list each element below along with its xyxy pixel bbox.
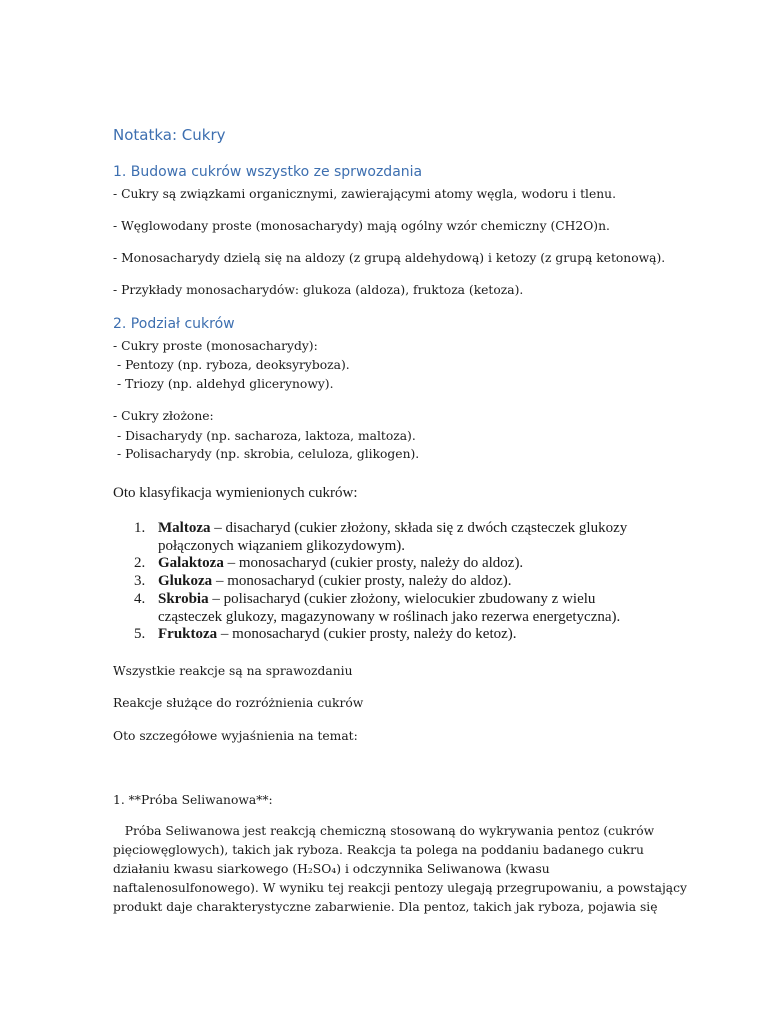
sugar-name: Glukoza xyxy=(158,573,213,590)
document-title: Notatka: Cukry xyxy=(113,126,226,144)
section-1-line: - Monosacharydy dzielą się na aldozy (z grupą aldehydową) i ketozy (z grupą ketonową). xyxy=(113,251,666,265)
section-1-line: - Przykłady monosacharydów: glukoza (aldoza), fruktoza (ketoza). xyxy=(113,283,524,297)
zlozone-item: - Disacharydy (np. sacharoza, laktoza, maltoza). xyxy=(117,429,416,443)
classification-item xyxy=(113,573,673,591)
seliwanow-heading: 1. **Próba Seliwanowa**: xyxy=(113,793,273,807)
sugar-description: – disacharyd (cukier złożony, składa się z dwóch cząsteczek glukozy xyxy=(210,520,628,536)
note-rozroznienia: Reakcje służące do rozróżnienia cukrów xyxy=(113,696,364,710)
seliwanow-line: produkt daje charakterystyczne zabarwienie. Dla pentoz, takich jak ryboza, pojawia się xyxy=(113,900,658,914)
sugar-name: Galaktoza xyxy=(158,555,224,572)
sugar-description: – monosacharyd (cukier prosty, należy do aldoz). xyxy=(212,573,512,590)
zlozone-item: - Polisacharydy (np. skrobia, celuloza, glikogen). xyxy=(117,447,420,461)
note-wyjasnienia: Oto szczegółowe wyjaśnienia na temat: xyxy=(113,729,358,743)
sugar-description: – monosacharyd (cukier prosty, należy do ketoz). xyxy=(217,626,517,643)
proste-item: - Pentozy (np. ryboza, deoksyryboza). xyxy=(117,358,350,372)
note-reakcje: Wszystkie reakcje są na sprawozdaniu xyxy=(113,664,353,678)
zlozone-heading: - Cukry złożone: xyxy=(113,409,214,423)
item-number: 2. xyxy=(134,555,146,572)
sugar-description: – polisacharyd (cukier złożony, wielocukier zbudowany z wielu xyxy=(208,590,596,607)
proste-heading: - Cukry proste (monosacharydy): xyxy=(113,339,318,353)
proste-item: - Triozy (np. aldehyd glicerynowy). xyxy=(117,377,334,391)
sugar-description-cont: cząsteczek glukozy, magazynowany w roślinach jako rezerwa energetyczna). xyxy=(158,608,621,625)
classification-item xyxy=(113,555,673,573)
classification-item xyxy=(113,591,673,626)
item-number: 3. xyxy=(134,573,146,590)
classification-item xyxy=(113,520,673,555)
classification-intro: Oto klasyfikacja wymienionych cukrów: xyxy=(113,485,358,501)
section-1-line: - Węglowodany proste (monosacharydy) mają ogólny wzór chemiczny (CH2O)n. xyxy=(113,219,610,233)
section-1-line: - Cukry są związkami organicznymi, zawierającymi atomy węgla, wodoru i tlenu. xyxy=(113,187,616,201)
sugar-name: Skrobia xyxy=(158,590,209,607)
seliwanow-line: naftalenosulfonowego). W wyniku tej reakcji pentozy ulegają przegrupowaniu, a powstający xyxy=(113,881,687,895)
item-number: 1. xyxy=(134,520,146,536)
seliwanow-line: działaniu kwasu siarkowego (H₂SO₄) i odczynnika Seliwanowa (kwasu xyxy=(113,862,550,876)
section-1-heading: 1. Budowa cukrów wszystko ze sprwozdania xyxy=(113,164,423,180)
section-2-heading: 2. Podział cukrów xyxy=(113,316,235,332)
sugar-description: – monosacharyd (cukier prosty, należy do aldoz). xyxy=(223,555,524,572)
classification-list xyxy=(113,520,673,644)
seliwanow-line: pięciowęglowych), takich jak ryboza. Reakcja ta polega na poddaniu badanego cukru xyxy=(113,843,644,857)
seliwanow-line: Próba Seliwanowa jest reakcją chemiczną stosowaną do wykrywania pentoz (cukrów xyxy=(113,824,655,838)
sugar-name: Fruktoza xyxy=(158,626,218,643)
sugar-name: Maltoza xyxy=(158,520,211,536)
sugar-description-cont: połączonych wiązaniem glikozydowym). xyxy=(158,537,406,554)
item-number: 5. xyxy=(134,626,146,643)
item-number: 4. xyxy=(134,590,146,607)
classification-item xyxy=(113,626,673,644)
